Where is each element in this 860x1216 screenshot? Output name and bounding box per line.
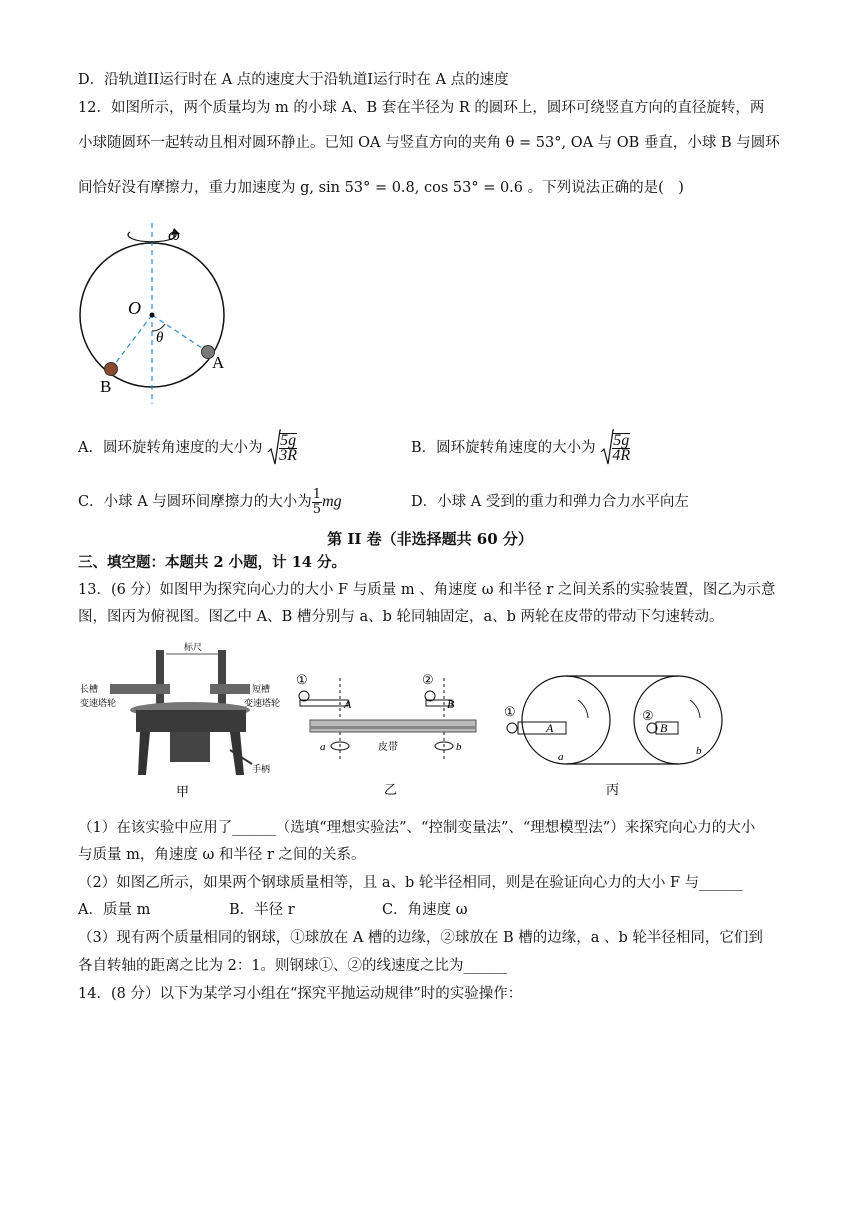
omega-label: ω — [168, 225, 181, 244]
q13-sub2-option-a: A．质量 m — [78, 902, 151, 918]
fig-jia-apparatus — [80, 640, 280, 800]
ball-a-label: A — [212, 353, 225, 372]
option-b-denominator: 4R — [612, 447, 631, 464]
center-label: O — [128, 298, 141, 318]
jia-label-pulley-right: 变速塔轮 — [244, 698, 280, 708]
q13-stem-line2: 图，图丙为俯视图。图乙中 A、B 槽分别与 a、b 轮同轴固定，a、b 两轮在皮带的带动下匀速转动。 — [78, 609, 724, 625]
q13-sub2-option-c: C．角速度 ω — [382, 902, 468, 918]
radius-ob — [111, 315, 152, 369]
bing-slot-a-label: A — [546, 721, 554, 735]
jia-label-handle: 手柄 — [252, 764, 271, 774]
q13-sub2: （2）如图乙所示，如果两个钢球质量相等，且 a、b 轮半径相同，则是在验证向心力的大小 F 与______ — [78, 875, 743, 891]
q13-stem-line1: 13．(6 分）如图甲为探究向心力的大小 F 与质量 m 、角速度 ω 和半径 r 之间关系的实验装置，图乙为示意 — [78, 582, 776, 598]
ball-b-label: B — [100, 377, 112, 396]
bing-caption: 丙 — [606, 782, 620, 797]
option-b-numerator: 5g — [613, 432, 630, 449]
fig-bing-topview — [496, 668, 746, 800]
bing-ball1-label: ① — [504, 704, 516, 719]
option-b-text: B．圆环旋转角速度的大小为 — [411, 440, 596, 456]
option-c-numerator: 1 — [312, 486, 322, 502]
option-c-denominator: 5 — [312, 501, 322, 517]
q12-stem-line2: 小球随圆环一起转动且相对圆环静止。已知 OA 与竖直方向的夹角 θ = 53°, OA 与 OB 垂直，小球 B 与圆环 — [78, 135, 780, 151]
q12-option-c — [78, 482, 342, 522]
ball-b — [105, 363, 118, 376]
yi-wheel-a-label: a — [320, 741, 326, 753]
option-c-mg: mg — [322, 493, 342, 510]
q12-option-b — [411, 428, 630, 468]
q13-sub1-line1: （1）在该实验中应用了______（选填“理想实验法”、“控制变量法”、“理想模型法”）来探究向心力的大小 — [78, 820, 756, 836]
jia-label-pulley-left: 变速塔轮 — [80, 698, 117, 708]
q12-option-d: D．小球 A 受到的重力和弹力合力水平向左 — [411, 494, 689, 510]
q13-sub2-option-b: B．半径 r — [229, 902, 295, 918]
q13-sub1-line2: 与质量 m，角速度 ω 和半径 r 之间的关系。 — [78, 847, 366, 863]
yi-wheel-b-label: b — [456, 741, 462, 753]
bing-wheel-b-label: b — [696, 745, 702, 757]
yi-slot-a-label: A — [344, 697, 352, 711]
q13-sub3-line2: 各自转轴的距离之比为 2：1。则钢球①、②的线速度之比为______ — [78, 958, 508, 974]
q12-option-a — [78, 428, 297, 468]
yi-belt-label: 皮带 — [378, 742, 398, 753]
q14-stem-line1: 14．(8 分）以下为某学习小组在“探究平抛运动规律”时的实验操作： — [78, 986, 523, 1002]
jia-label-ruler: 标尺 — [184, 642, 203, 652]
option-a-numerator: 5g — [280, 432, 297, 449]
center-dot — [150, 313, 155, 318]
jia-label-long-slot: 长槽 — [80, 684, 99, 694]
bing-slot-b-label: B — [660, 721, 668, 735]
q12-stem-line3: 间恰好没有摩擦力，重力加速度为 g, sin 53° = 0.8, cos 53° = 0.6 。下列说法正确的是( ) — [78, 180, 684, 196]
jia-caption: 甲 — [176, 784, 190, 799]
yi-ball1-label: ① — [296, 672, 308, 687]
yi-ball2-label: ② — [422, 672, 434, 687]
option-c-text: C．小球 A 与圆环间摩擦力的大小为 — [78, 494, 312, 510]
jia-label-short-slot: 短槽 — [252, 684, 271, 694]
q13-sub3-line1: （3）现有两个质量相同的钢球，①球放在 A 槽的边缘，②球放在 B 槽的边缘，a 、b 轮半径相同，它们到 — [78, 930, 763, 946]
bing-ball2-label: ② — [642, 708, 654, 723]
yi-slot-b-label: B — [447, 697, 455, 711]
option-a-text: A．圆环旋转角速度的大小为 — [78, 440, 263, 456]
theta-label: θ — [156, 330, 164, 346]
fig-yi-schematic — [292, 668, 482, 800]
option-a-denominator: 3R — [279, 447, 297, 464]
bing-wheel-a-label: a — [558, 751, 564, 763]
section-title: 第 II 卷（非选择题共 60 分） — [327, 530, 533, 548]
q12-stem-line1: 12．如图所示，两个质量均为 m 的小球 A、B 套在半径为 R 的圆环上，圆环可绕竖直方向的直径旋转，两 — [78, 100, 765, 116]
part-three-heading: 三、填空题：本题共 2 小题，计 14 分。 — [78, 554, 346, 571]
q11-option-d: D．沿轨道II运行时在 A 点的速度大于沿轨道I运行时在 A 点的速度 — [78, 72, 509, 88]
yi-caption: 乙 — [384, 782, 398, 797]
q12-ring-figure — [70, 218, 250, 408]
